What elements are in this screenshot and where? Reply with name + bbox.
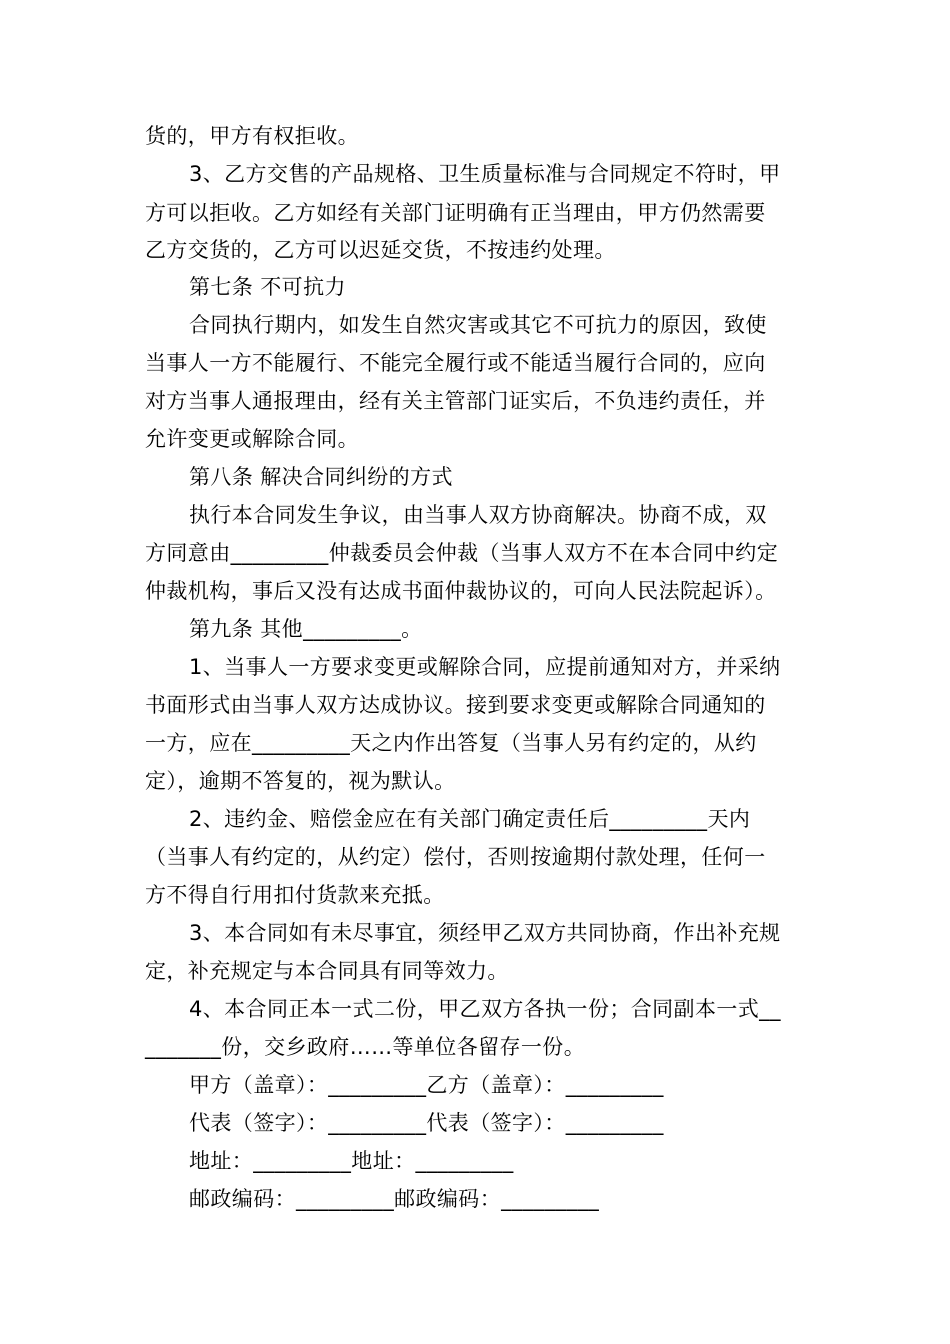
text-line: 书面形式由当事人双方达成协议。接到要求变更或解除合同通知的 (145, 693, 766, 717)
text-line: 一方，应在_________天之内作出答复（当事人另有约定的，从约 (145, 731, 757, 755)
text-line: （当事人有约定的，从约定）偿付，否则按逾期付款处理，任何一 (145, 845, 766, 869)
section-heading: 第九条 其他_________。 (189, 617, 423, 641)
text-line: 仲裁机构，事后又没有达成书面仲裁协议的，可向人民法院起诉）。 (145, 579, 777, 603)
address-line: 地址：_________地址：_________ (189, 1149, 514, 1173)
text-line: 货的，甲方有权拒收。 (145, 124, 359, 148)
text-line: 2、违约金、赔偿金应在有关部门确定责任后_________天内 (189, 807, 751, 831)
text-line: 定，补充规定与本合同具有同等效力。 (145, 959, 509, 983)
text-line: 4、本合同正本一式二份，甲乙双方各执一份；合同副本一式__ (189, 997, 781, 1021)
text-line: 合同执行期内，如发生自然灾害或其它不可抗力的原因，致使 (189, 313, 767, 337)
text-line: 当事人一方不能履行、不能完全履行或不能适当履行合同的，应向 (145, 351, 766, 375)
signature-line: 甲方（盖章）：_________乙方（盖章）：_________ (189, 1073, 664, 1097)
signature-line: 代表（签字）：_________代表（签字）：_________ (189, 1111, 664, 1135)
text-line: 执行本合同发生争议，由当事人双方协商解决。协商不成，双 (189, 503, 767, 527)
section-heading: 第七条 不可抗力 (189, 275, 346, 299)
text-line: 3、本合同如有未尽事宜，须经甲乙双方共同协商，作出补充规 (189, 921, 781, 945)
text-line: 允许变更或解除合同。 (145, 427, 359, 451)
text-line: 对方当事人通报理由，经有关主管部门证实后，不负违约责任，并 (145, 389, 766, 413)
text-line: 1、当事人一方要求变更或解除合同，应提前通知对方，并采纳 (189, 655, 781, 679)
section-heading: 第八条 解决合同纠纷的方式 (189, 465, 453, 489)
text-line: 方不得自行用扣付货款来充抵。 (145, 883, 445, 907)
text-line: 3、乙方交售的产品规格、卫生质量标准与合同规定不符时，甲 (189, 162, 781, 186)
text-line: 方可以拒收。乙方如经有关部门证明确有正当理由，甲方仍然需要 (145, 201, 766, 225)
postcode-line: 邮政编码：_________邮政编码：_________ (189, 1187, 600, 1211)
text-line: 乙方交货的，乙方可以迟延交货，不按违约处理。 (145, 238, 616, 262)
text-line: _______份，交乡政府……等单位各留存一份。 (145, 1035, 586, 1059)
text-line: 方同意由_________仲裁委员会仲裁（当事人双方不在本合同中约定 (145, 541, 779, 565)
text-line: 定），逾期不答复的，视为默认。 (145, 769, 456, 793)
